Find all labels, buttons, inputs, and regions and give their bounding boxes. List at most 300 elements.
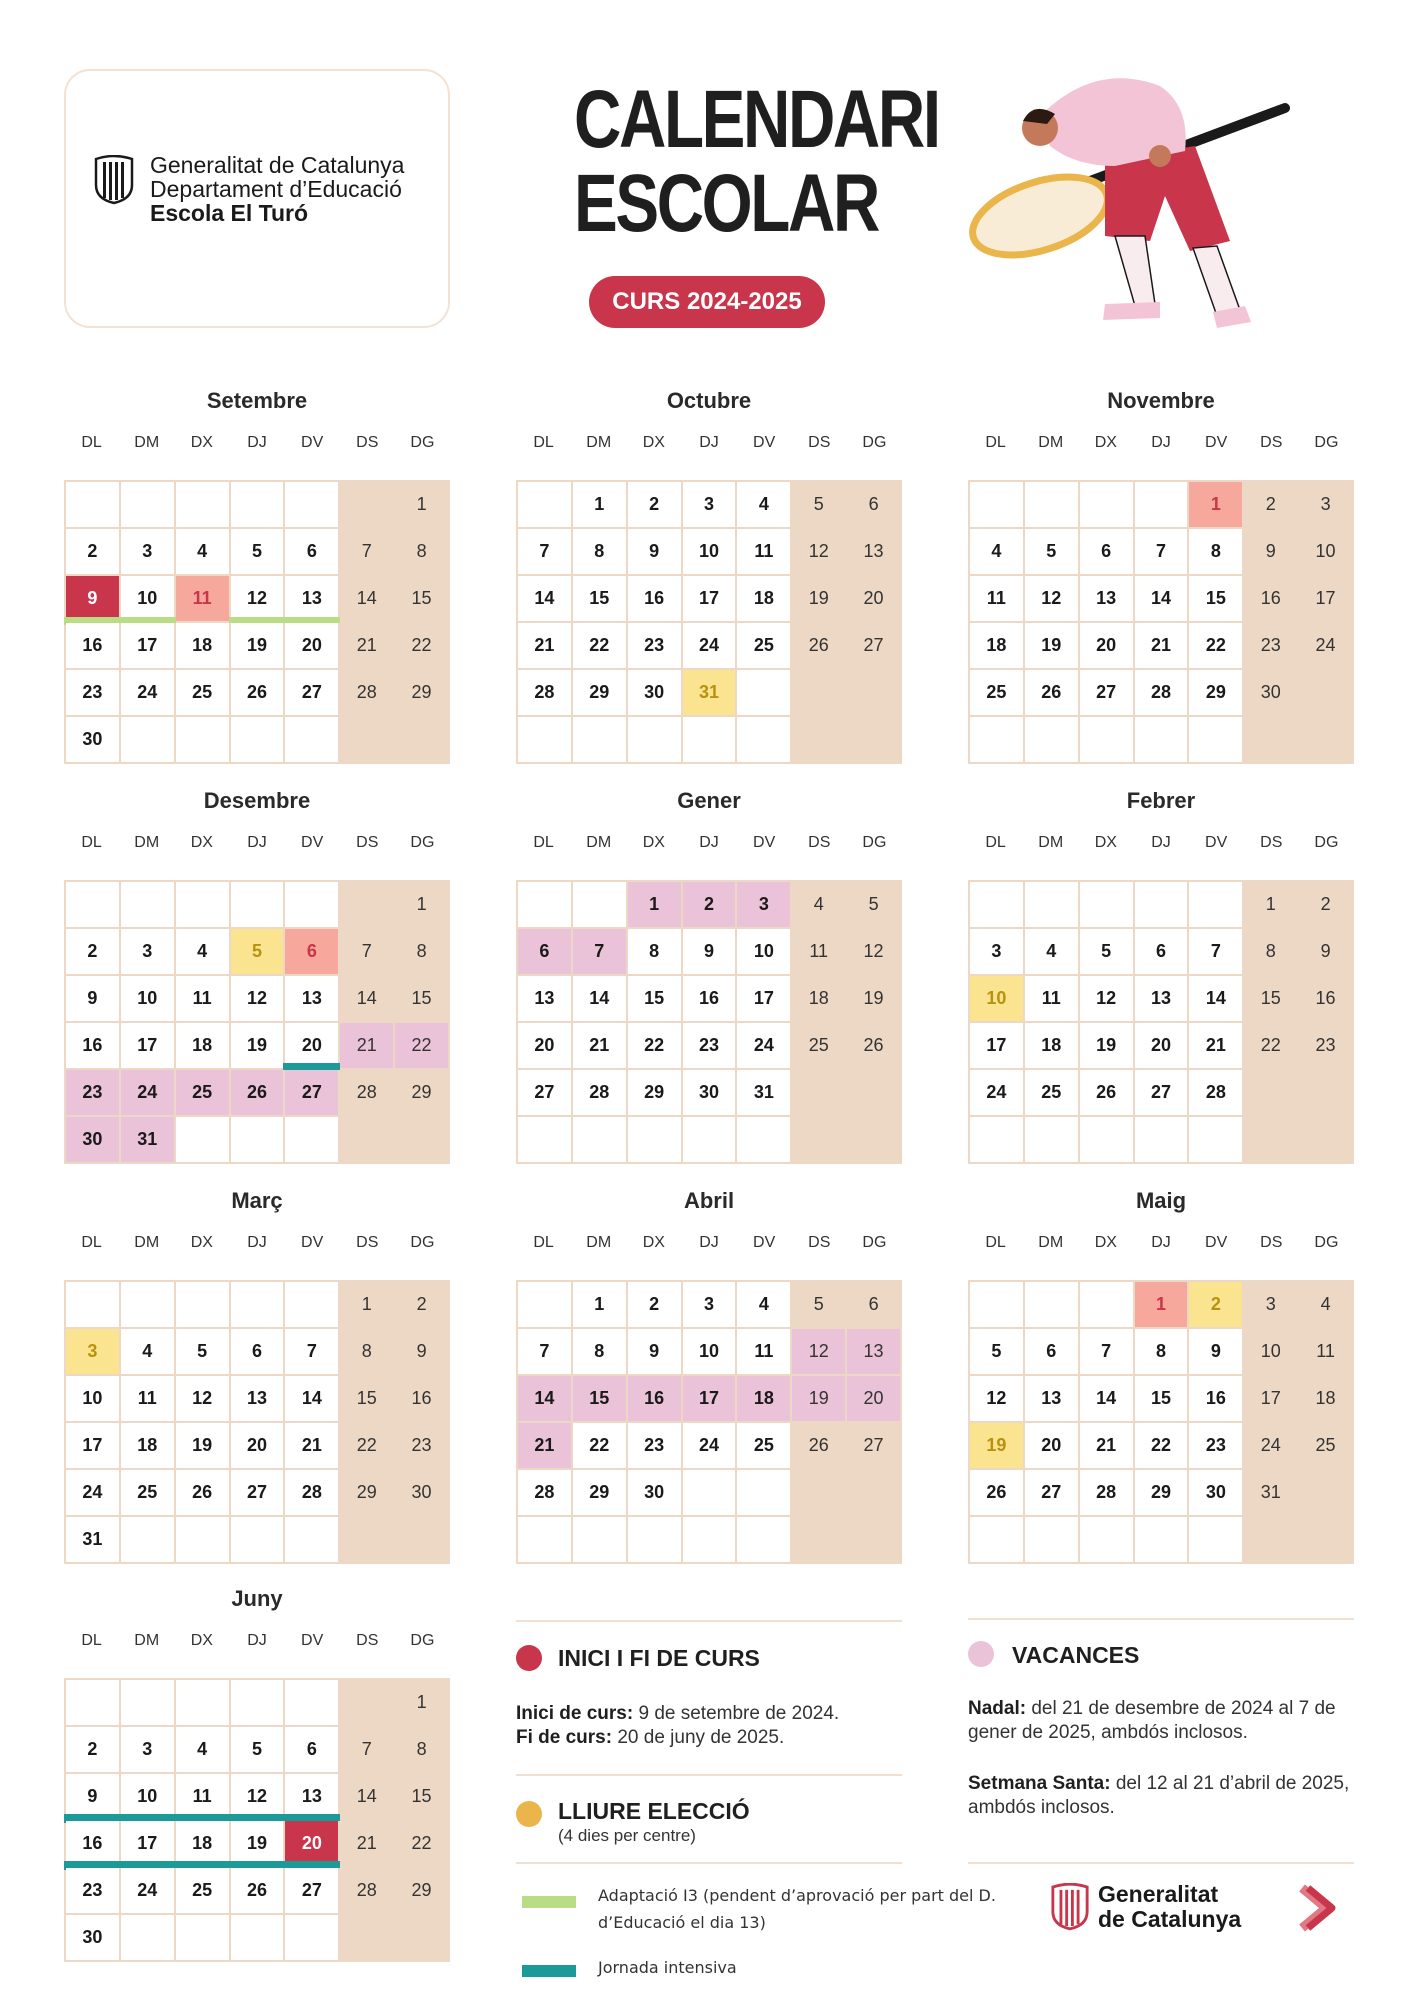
- day-cell: 2: [628, 1282, 683, 1329]
- weekday-label: DG: [1314, 1234, 1339, 1251]
- day-cell: 2: [628, 482, 683, 529]
- month-title: Abril: [683, 1188, 735, 1213]
- empty-cell: [792, 717, 847, 764]
- day-cell: 26: [792, 623, 847, 670]
- day-cell: 29: [573, 670, 628, 717]
- day-cell: 22: [573, 623, 628, 670]
- weekday-label: DV: [753, 434, 776, 451]
- day-cell: 30: [1189, 1470, 1244, 1517]
- day-cell: 16: [395, 1376, 450, 1423]
- month-title: Desembre: [203, 788, 311, 813]
- day-cell: 20: [1135, 1023, 1190, 1070]
- empty-cell: [737, 670, 792, 717]
- day-cell: 17: [1244, 1376, 1299, 1423]
- weekday-label: DV: [1205, 1234, 1228, 1251]
- day-cell: 28: [1080, 1470, 1135, 1517]
- weekday-label: DS: [356, 1234, 379, 1251]
- month-grid: [516, 1280, 902, 1564]
- weekday-label: DL: [81, 1234, 102, 1251]
- day-cell: 18: [176, 1023, 231, 1070]
- day-cell: 10: [737, 929, 792, 976]
- day-cell: 5: [1080, 929, 1135, 976]
- empty-cell: [1080, 1282, 1135, 1329]
- day-cell: 17: [121, 1023, 176, 1070]
- day-cell: 14: [340, 1774, 395, 1821]
- day-cell: 20: [285, 1821, 340, 1868]
- empty-cell: [970, 482, 1025, 529]
- day-cell: 1: [395, 482, 450, 529]
- day-cell: 7: [1135, 529, 1190, 576]
- day-cell: 31: [66, 1517, 121, 1564]
- day-cell: 14: [340, 576, 395, 623]
- easter-value: del 12 al 21 d’abril de 2025, ambdós inclosos.: [968, 1773, 1350, 1818]
- day-cell: 26: [970, 1470, 1025, 1517]
- footer-line-1: Generalitat: [1098, 1881, 1219, 1907]
- day-cell: 9: [395, 1329, 450, 1376]
- day-cell: 25: [1299, 1423, 1354, 1470]
- empty-cell: [285, 717, 340, 764]
- day-cell: 30: [628, 1470, 683, 1517]
- empty-cell: [285, 1282, 340, 1329]
- day-cell: 15: [1189, 576, 1244, 623]
- month-title: Febrer: [1126, 788, 1196, 813]
- empty-cell: [737, 1470, 792, 1517]
- day-cell: 6: [231, 1329, 286, 1376]
- empty-cell: [285, 882, 340, 929]
- month-7: [516, 1188, 902, 1564]
- day-cell: 1: [395, 882, 450, 929]
- day-cell: 11: [970, 576, 1025, 623]
- day-cell: 21: [340, 1821, 395, 1868]
- month-grid: [968, 1280, 1354, 1564]
- day-cell: 23: [628, 623, 683, 670]
- empty-cell: [847, 717, 902, 764]
- day-cell: 20: [1080, 623, 1135, 670]
- empty-cell: [1135, 882, 1190, 929]
- weekday-header: [64, 834, 450, 860]
- day-cell: 20: [847, 1376, 902, 1423]
- day-cell: 23: [66, 670, 121, 717]
- empty-cell: [970, 1282, 1025, 1329]
- weekday-header: [64, 434, 450, 460]
- day-cell: 15: [1244, 976, 1299, 1023]
- day-cell: 17: [1299, 576, 1354, 623]
- weekday-label: DS: [808, 834, 831, 851]
- day-cell: 23: [66, 1070, 121, 1117]
- empty-cell: [792, 1070, 847, 1117]
- day-cell: 4: [737, 1282, 792, 1329]
- empty-cell: [121, 1282, 176, 1329]
- day-cell: 21: [1135, 623, 1190, 670]
- easter-text: [968, 1772, 1368, 1820]
- day-cell: 6: [518, 929, 573, 976]
- day-cell: 28: [285, 1470, 340, 1517]
- empty-cell: [1244, 717, 1299, 764]
- empty-cell: [231, 1680, 286, 1727]
- empty-cell: [792, 1117, 847, 1164]
- weekday-header: [516, 834, 902, 860]
- weekday-label: DL: [985, 1234, 1006, 1251]
- day-cell: 10: [1299, 529, 1354, 576]
- day-cell: 19: [970, 1423, 1025, 1470]
- day-cell: 14: [518, 576, 573, 623]
- day-cell: 6: [847, 1282, 902, 1329]
- weekday-label: DJ: [247, 1632, 267, 1649]
- weekday-label: DJ: [247, 1234, 267, 1251]
- weekday-label: DX: [190, 1632, 213, 1649]
- day-cell: 12: [1080, 976, 1135, 1023]
- day-cell: 27: [1135, 1070, 1190, 1117]
- day-cell: 29: [1189, 670, 1244, 717]
- day-cell: 24: [1299, 623, 1354, 670]
- day-cell: 16: [628, 1376, 683, 1423]
- empty-cell: [683, 1117, 738, 1164]
- day-cell: 26: [231, 670, 286, 717]
- day-cell: 10: [1244, 1329, 1299, 1376]
- day-cell: 3: [970, 929, 1025, 976]
- month-grid: [64, 480, 450, 764]
- empty-cell: [395, 1117, 450, 1164]
- day-cell: 5: [792, 1282, 847, 1329]
- weekday-label: DV: [1205, 434, 1228, 451]
- empty-cell: [1025, 882, 1080, 929]
- day-cell: 17: [683, 576, 738, 623]
- weekday-label: DV: [301, 1632, 324, 1649]
- empty-cell: [66, 882, 121, 929]
- empty-cell: [340, 1517, 395, 1564]
- empty-cell: [1025, 1282, 1080, 1329]
- course-legend-heading: INICI I FI DE CURS: [558, 1645, 760, 1671]
- day-cell: 4: [1025, 929, 1080, 976]
- empty-cell: [1189, 1517, 1244, 1564]
- empty-cell: [176, 1117, 231, 1164]
- day-cell: 6: [1135, 929, 1190, 976]
- empty-cell: [628, 1117, 683, 1164]
- day-cell: 1: [1244, 882, 1299, 929]
- weekday-label: DS: [356, 834, 379, 851]
- course-start-value: 9 de setembre de 2024.: [633, 1703, 840, 1724]
- empty-cell: [628, 717, 683, 764]
- christmas-text: [968, 1697, 1368, 1745]
- day-cell: 19: [231, 1821, 286, 1868]
- day-cell: 31: [121, 1117, 176, 1164]
- day-cell: 7: [518, 1329, 573, 1376]
- day-cell: 5: [792, 482, 847, 529]
- day-cell: 21: [518, 1423, 573, 1470]
- day-cell: 5: [231, 529, 286, 576]
- day-cell: 19: [792, 1376, 847, 1423]
- empty-cell: [970, 717, 1025, 764]
- day-cell: 27: [231, 1470, 286, 1517]
- weekday-label: DG: [410, 1234, 435, 1251]
- day-cell: 11: [737, 1329, 792, 1376]
- weekday-label: DM: [134, 434, 160, 451]
- empty-cell: [176, 1915, 231, 1962]
- day-cell: 5: [847, 882, 902, 929]
- empty-cell: [285, 1915, 340, 1962]
- empty-cell: [1189, 717, 1244, 764]
- day-cell: 19: [231, 623, 286, 670]
- empty-cell: [1189, 882, 1244, 929]
- empty-cell: [1299, 1470, 1354, 1517]
- day-cell: 30: [628, 670, 683, 717]
- month-grid: [64, 1280, 450, 1564]
- day-cell: 5: [176, 1329, 231, 1376]
- empty-cell: [970, 1117, 1025, 1164]
- day-cell: 14: [518, 1376, 573, 1423]
- day-cell: 9: [66, 976, 121, 1023]
- legend-divider: [516, 1620, 902, 1622]
- weekday-header: [64, 1632, 450, 1658]
- empty-cell: [121, 1517, 176, 1564]
- day-cell: 13: [518, 976, 573, 1023]
- day-cell: 5: [231, 1727, 286, 1774]
- empty-cell: [847, 670, 902, 717]
- weekday-label: DV: [301, 434, 324, 451]
- day-cell: 6: [1025, 1329, 1080, 1376]
- legend-divider: [968, 1618, 1354, 1620]
- month-5: [968, 788, 1354, 1164]
- month-title: Març: [231, 1188, 283, 1213]
- day-cell: 11: [792, 929, 847, 976]
- empty-cell: [683, 1517, 738, 1564]
- day-cell: 26: [231, 1868, 286, 1915]
- day-cell: 3: [1299, 482, 1354, 529]
- day-cell: 25: [737, 1423, 792, 1470]
- month-grid: [516, 480, 902, 764]
- course-end-value: 20 de juny de 2025.: [612, 1727, 785, 1748]
- month-grid: [64, 1678, 450, 1962]
- month-4: [516, 788, 902, 1164]
- course-end-label: Fi de curs:: [516, 1727, 613, 1748]
- day-cell: 14: [1189, 976, 1244, 1023]
- day-cell: 10: [66, 1376, 121, 1423]
- weekday-label: DS: [1260, 434, 1283, 451]
- day-cell: 21: [285, 1423, 340, 1470]
- day-cell: 24: [121, 670, 176, 717]
- day-cell: 21: [340, 1023, 395, 1070]
- day-cell: 21: [1080, 1423, 1135, 1470]
- day-cell: 9: [628, 1329, 683, 1376]
- day-cell: 8: [573, 1329, 628, 1376]
- empty-cell: [121, 482, 176, 529]
- empty-cell: [176, 1517, 231, 1564]
- day-cell: 14: [1080, 1376, 1135, 1423]
- day-cell: 2: [1189, 1282, 1244, 1329]
- day-cell: 29: [628, 1070, 683, 1117]
- day-cell: 18: [176, 1821, 231, 1868]
- month-3: [64, 788, 450, 1164]
- day-cell: 23: [628, 1423, 683, 1470]
- magnifying-glass-person-illustration: [955, 66, 1315, 336]
- free-choice-legend-heading: LLIURE ELECCIÓ: [558, 1798, 750, 1824]
- day-cell: 9: [1299, 929, 1354, 976]
- day-cell: 15: [395, 976, 450, 1023]
- course-start-line: [516, 1702, 916, 1726]
- weekday-label: DS: [356, 434, 379, 451]
- empty-cell: [1080, 1117, 1135, 1164]
- day-cell: 23: [683, 1023, 738, 1070]
- day-cell: 20: [847, 576, 902, 623]
- empty-cell: [1189, 1117, 1244, 1164]
- empty-cell: [518, 1117, 573, 1164]
- day-cell: 4: [176, 529, 231, 576]
- empty-cell: [847, 1117, 902, 1164]
- day-cell: 24: [121, 1868, 176, 1915]
- day-cell: 30: [66, 717, 121, 764]
- weekday-label: DV: [1205, 834, 1228, 851]
- day-cell: 26: [1025, 670, 1080, 717]
- empty-cell: [683, 1470, 738, 1517]
- day-cell: 28: [1135, 670, 1190, 717]
- empty-cell: [573, 1517, 628, 1564]
- day-cell: 24: [121, 1070, 176, 1117]
- day-cell: 5: [1025, 529, 1080, 576]
- day-cell: 21: [340, 623, 395, 670]
- day-cell: 23: [1189, 1423, 1244, 1470]
- empty-cell: [285, 1517, 340, 1564]
- day-cell: 9: [1189, 1329, 1244, 1376]
- day-cell: 2: [395, 1282, 450, 1329]
- day-cell: 15: [340, 1376, 395, 1423]
- empty-cell: [1025, 1117, 1080, 1164]
- day-cell: 29: [340, 1470, 395, 1517]
- day-cell: 23: [1244, 623, 1299, 670]
- day-cell: 8: [1135, 1329, 1190, 1376]
- day-cell: 1: [1189, 482, 1244, 529]
- day-cell: 3: [737, 882, 792, 929]
- empty-cell: [792, 670, 847, 717]
- month-title: Gener: [677, 788, 741, 813]
- day-cell: 11: [737, 529, 792, 576]
- chevron-right-icon: [1296, 1884, 1336, 1932]
- day-cell: 22: [340, 1423, 395, 1470]
- day-cell: 4: [121, 1329, 176, 1376]
- day-cell: 24: [1244, 1423, 1299, 1470]
- month-grid: [516, 880, 902, 1164]
- day-cell: 5: [231, 929, 286, 976]
- logo-line-department: Departament d’Educació: [150, 176, 402, 202]
- empty-cell: [1244, 1517, 1299, 1564]
- day-cell: 27: [1025, 1470, 1080, 1517]
- day-cell: 9: [683, 929, 738, 976]
- day-cell: 10: [121, 576, 176, 623]
- day-cell: 16: [628, 576, 683, 623]
- day-cell: 27: [847, 623, 902, 670]
- empty-cell: [66, 1680, 121, 1727]
- day-cell: 21: [573, 1023, 628, 1070]
- day-cell: 24: [683, 1423, 738, 1470]
- weekday-label: DX: [1094, 434, 1117, 451]
- empty-cell: [573, 717, 628, 764]
- day-cell: 1: [1135, 1282, 1190, 1329]
- weekday-label: DM: [1038, 434, 1064, 451]
- weekday-label: DM: [1038, 1234, 1064, 1251]
- day-cell: 7: [285, 1329, 340, 1376]
- day-cell: 25: [121, 1470, 176, 1517]
- day-cell: 30: [683, 1070, 738, 1117]
- page-title: [574, 74, 939, 249]
- day-cell: 22: [1244, 1023, 1299, 1070]
- day-cell: 10: [121, 1774, 176, 1821]
- day-cell: 1: [628, 882, 683, 929]
- weekday-label: DM: [134, 1234, 160, 1251]
- empty-cell: [573, 1117, 628, 1164]
- day-cell: 16: [66, 623, 121, 670]
- day-cell: 7: [340, 1727, 395, 1774]
- intensive-note: Jornada intensiva: [598, 1958, 737, 1977]
- day-cell: 25: [176, 1868, 231, 1915]
- weekday-label: DM: [134, 1632, 160, 1649]
- empty-cell: [792, 1470, 847, 1517]
- empty-cell: [231, 482, 286, 529]
- day-cell: 28: [340, 670, 395, 717]
- weekday-label: DL: [533, 434, 554, 451]
- day-cell: 28: [573, 1070, 628, 1117]
- empty-cell: [340, 482, 395, 529]
- day-cell: 26: [792, 1423, 847, 1470]
- month-9: [64, 1586, 450, 1962]
- month-title: Setembre: [206, 388, 308, 413]
- empty-cell: [683, 717, 738, 764]
- day-cell: 2: [66, 1727, 121, 1774]
- weekday-label: DG: [410, 434, 435, 451]
- intensive-swatch: [522, 1965, 576, 1977]
- day-cell: 9: [66, 576, 121, 623]
- day-cell: 15: [573, 576, 628, 623]
- day-cell: 20: [231, 1423, 286, 1470]
- day-cell: 8: [1244, 929, 1299, 976]
- day-cell: 22: [395, 1023, 450, 1070]
- weekday-label: DL: [985, 834, 1006, 851]
- day-cell: 11: [176, 1774, 231, 1821]
- weekday-label: DL: [81, 434, 102, 451]
- day-cell: 27: [1080, 670, 1135, 717]
- day-cell: 23: [1299, 1023, 1354, 1070]
- title-line-2: ESCOLAR: [574, 158, 878, 249]
- day-cell: 13: [847, 1329, 902, 1376]
- day-cell: 3: [1244, 1282, 1299, 1329]
- day-cell: 31: [737, 1070, 792, 1117]
- day-cell: 21: [1189, 1023, 1244, 1070]
- empty-cell: [66, 482, 121, 529]
- day-cell: 6: [285, 929, 340, 976]
- free-choice-legend-dot: [516, 1801, 542, 1827]
- empty-cell: [1025, 1517, 1080, 1564]
- day-cell: 8: [1189, 529, 1244, 576]
- weekday-label: DJ: [699, 834, 719, 851]
- month-title: Octubre: [666, 388, 752, 413]
- day-cell: 8: [628, 929, 683, 976]
- empty-cell: [285, 1117, 340, 1164]
- empty-cell: [176, 1680, 231, 1727]
- adaptation-swatch: [522, 1896, 576, 1908]
- generalitat-emblem-icon: [93, 155, 135, 205]
- day-cell: 24: [970, 1070, 1025, 1117]
- day-cell: 14: [1135, 576, 1190, 623]
- day-cell: 2: [683, 882, 738, 929]
- empty-cell: [1135, 482, 1190, 529]
- month-6: [64, 1188, 450, 1564]
- day-cell: 11: [176, 976, 231, 1023]
- day-cell: 22: [1135, 1423, 1190, 1470]
- empty-cell: [1080, 882, 1135, 929]
- empty-cell: [1135, 717, 1190, 764]
- weekday-label: DM: [586, 834, 612, 851]
- course-legend-dot: [516, 1645, 542, 1671]
- day-cell: 8: [340, 1329, 395, 1376]
- day-cell: 1: [573, 1282, 628, 1329]
